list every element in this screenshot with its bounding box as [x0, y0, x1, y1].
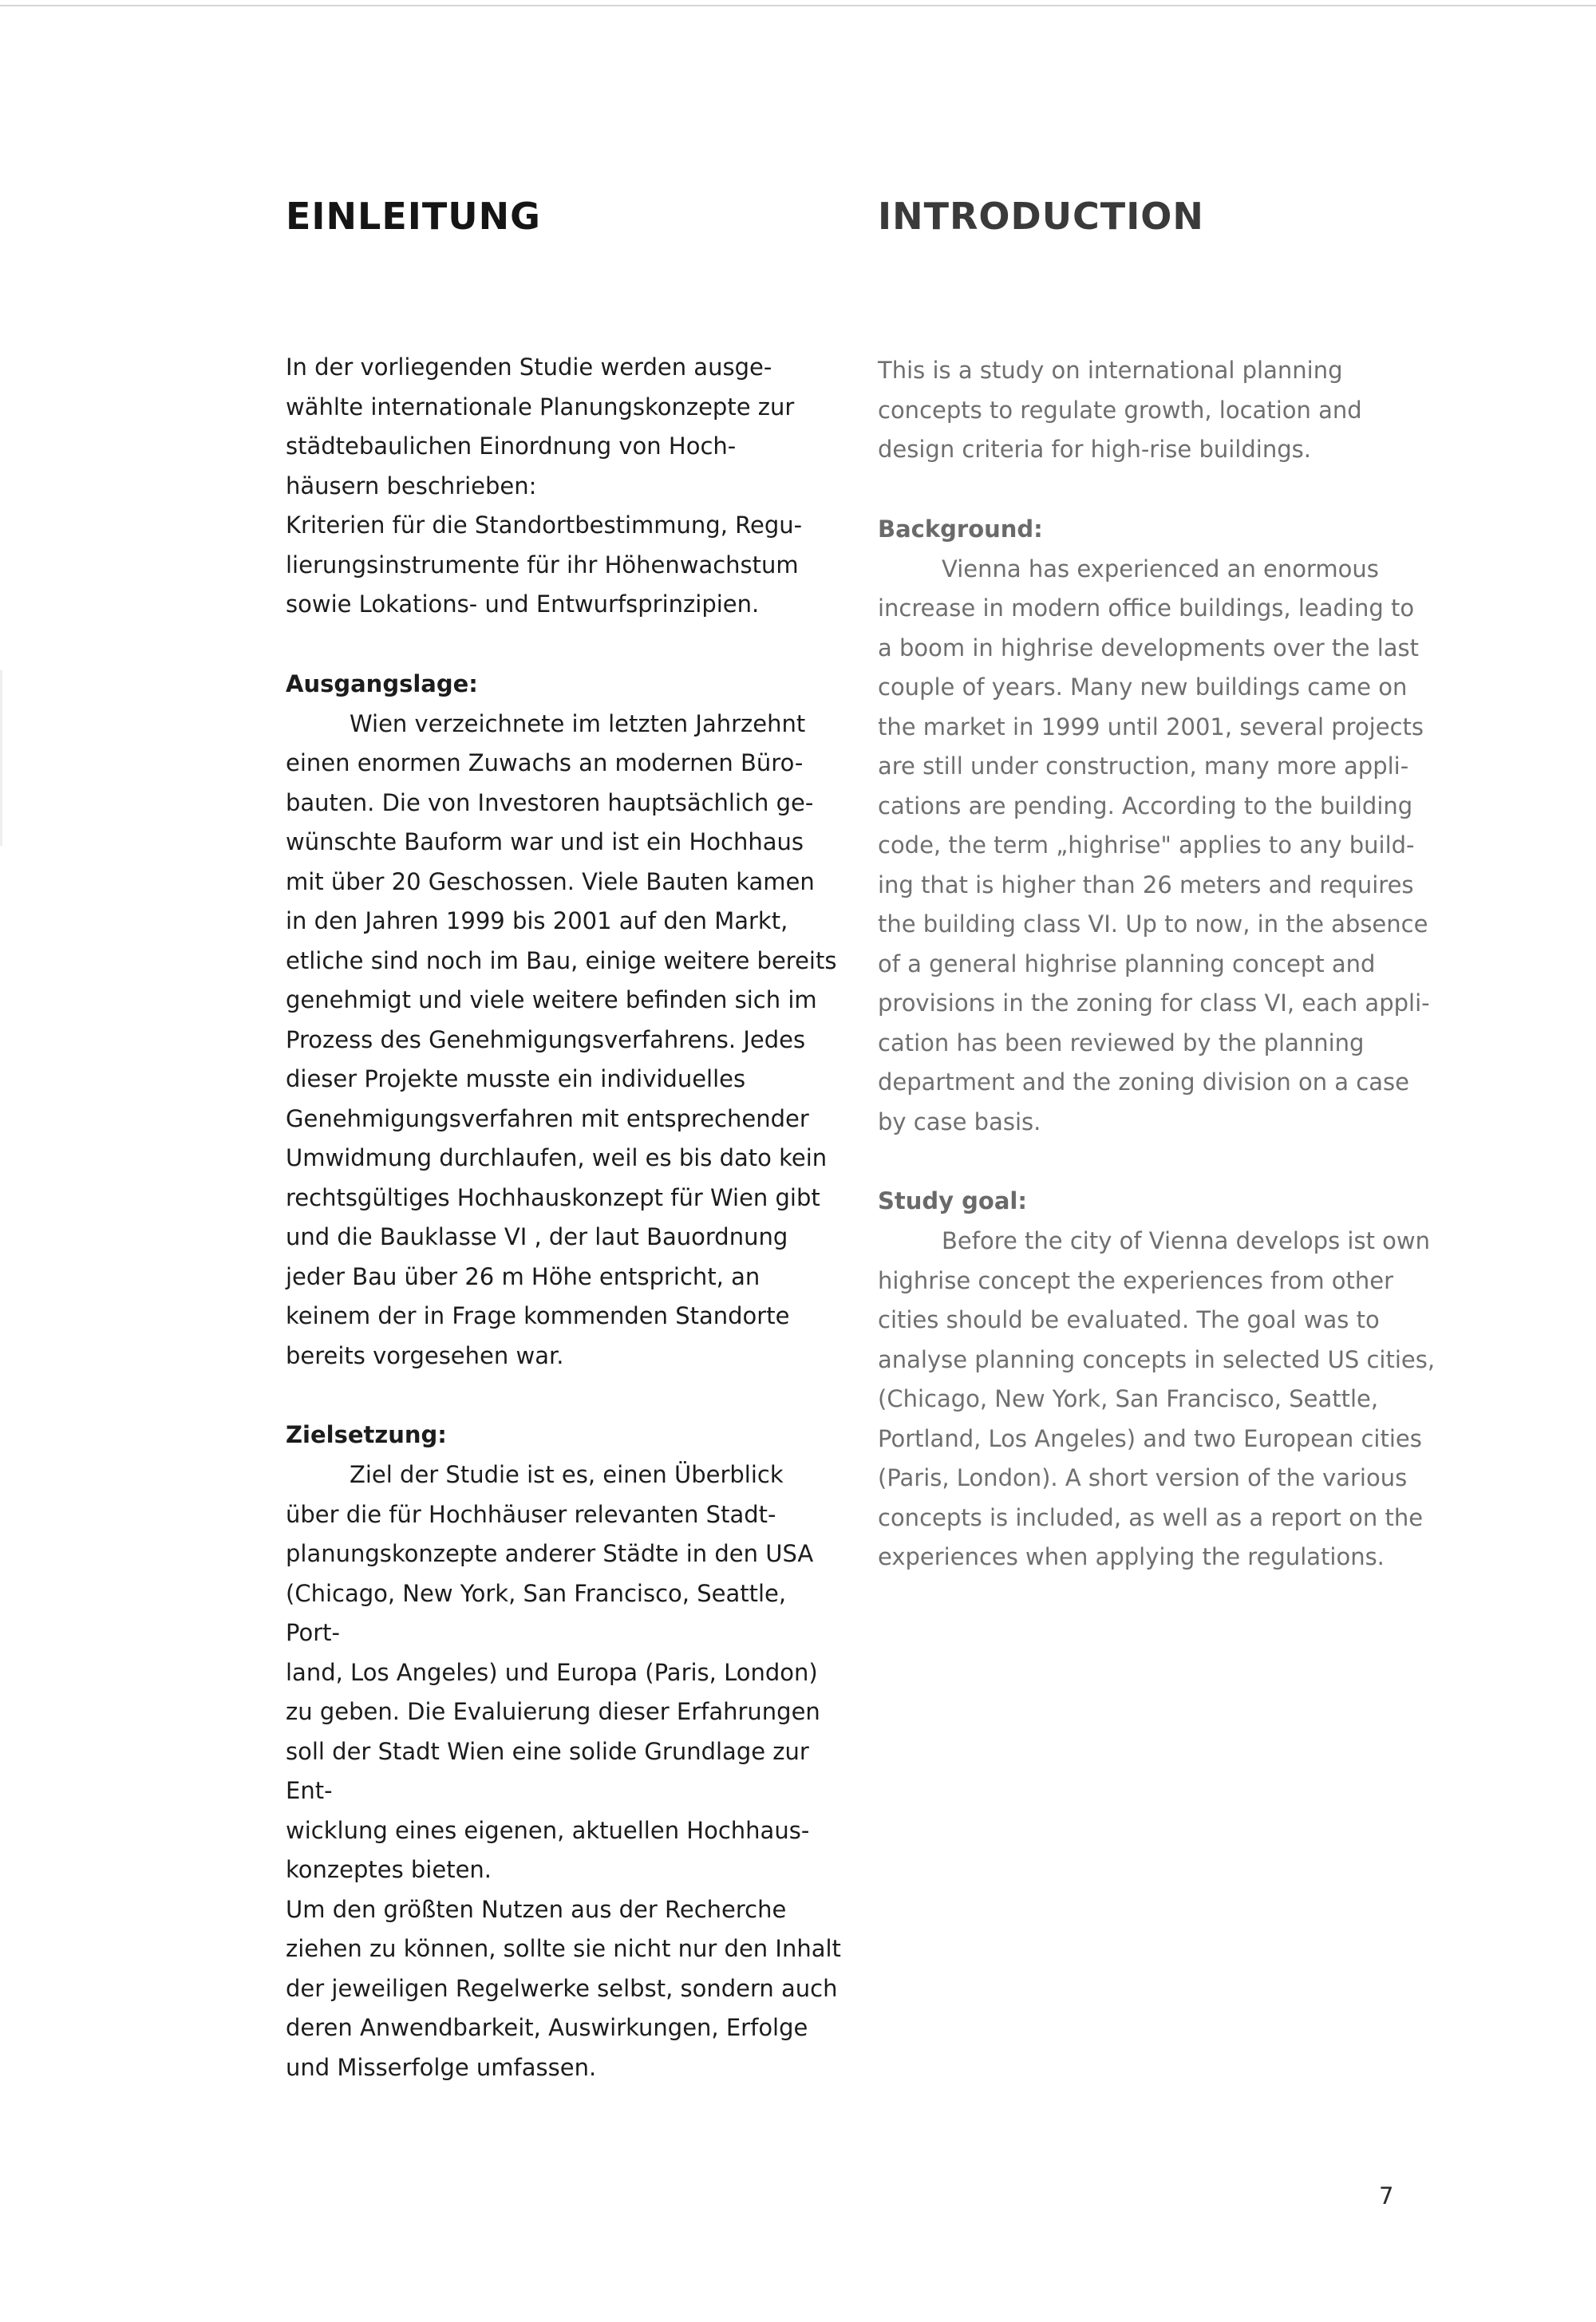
top-edge-rule — [0, 5, 1596, 6]
german-intro-paragraph: In der vorliegenden Studie werden ausge- wählte internationale Planungskonzepte zur städtebaulichen Einordnung von Hoch- häusern beschrieben: Kriterien für die Standortbestimmung, Regu- lierungsinstrumente für ihr Höhenwachstum sowie Lokations- und Entwurfsprinzipien. — [286, 353, 803, 618]
german-goal-paragraph: Ziel der Studie ist es, einen Überblick über die für Hochhäuser relevanten Stadt- planungskonzepte anderer Städte in den USA (Chicago, New York, San Francisco, Seattle, Port- land, Los Angeles) und Europa (Paris, London) zu geben. Die Evaluierung dieser Erfahrungen soll der Stadt Wien eine solide Grundlage zur Ent- wicklung eines eigenen, aktuellen Hochhaus- konzeptes bieten. — [286, 1461, 820, 1883]
english-intro-paragraph: This is a study on international planning concepts to regulate growth, location and design criteria for high-rise buildings. — [878, 357, 1362, 463]
english-goal-paragraph: Before the city of Vienna develops ist own highrise concept the experiences from other cities should be evaluated. The goal was to analyse planning concepts in selected US cities, (Chicago, New York, San Francisco, Seattle, Portland, Los Angeles) and two European cities (Paris, London). A short version of the various concepts is included, as well as a report on the experiences when applying the regulations. — [878, 1227, 1436, 1570]
german-title: EINLEITUNG — [286, 195, 541, 238]
english-column — [878, 188, 1436, 1578]
english-title: INTRODUCTION — [878, 195, 1204, 238]
german-background-paragraph: Wien verzeichnete im letzten Jahrzehnt einen enormen Zuwachs an modernen Büro- bauten. Die von Investoren hauptsächlich ge- wünschte Bauform war und ist ein Hochhaus mit über 20 Geschossen. Viele Bauten kamen in den Jahren 1999 bis 2001 auf den Markt, etliche sind noch im Bau, einige weitere bereits genehmigt und viele weitere befinden sich im Prozess des Genehmigungsverfahrens. Jedes dieser Projekte musste ein individuelles Genehmigungsverfahren mit entsprechender Umwidmung durchlaufen, weil es bis dato kein rechtsgültiges Hochhauskonzept für Wien gibt und die Bauklasse VI , der laut Bauordnung jeder Bau über 26 m Höhe entspricht, an keinem der in Frage kommenden Standorte bereits vorgesehen war. — [286, 709, 837, 1369]
german-body — [286, 348, 844, 2087]
english-background-heading: Background: — [878, 515, 1043, 543]
german-goal-paragraph-2: Um den größten Nutzen aus der Recherche ziehen zu können, sollte sie nicht nur den Inhalt der jeweiligen Regelwerke selbst, sondern auch deren Anwendbarkeit, Auswirkungen, Erfolge und Misserfolge umfassen. — [286, 1895, 841, 2081]
english-goal-heading: Study goal: — [878, 1187, 1027, 1214]
german-goal-heading: Zielsetzung: — [286, 1421, 447, 1448]
german-background-heading: Ausgangslage: — [286, 669, 478, 697]
page-number: 7 — [1379, 2182, 1394, 2209]
english-background-paragraph: Vienna has experienced an enormous increase in modern office buildings, leading to a boom in highrise developments over the last couple of years. Many new buildings came on the market in 1999 until 2001, several projects are still under construction, many more appli- cations are pending. According to the building code, the term „highrise" applies to any build- ing that is higher than 26 meters and requires the building class VI. Up to now, in the absence of a general highrise planning concept and provisions in the zoning for class VI, each appli- cation has been reviewed by the planning department and the zoning division on a case by case basis. — [878, 555, 1430, 1135]
english-body — [878, 351, 1436, 1578]
german-column — [286, 188, 844, 2087]
scan-edge-mark — [0, 670, 2, 846]
